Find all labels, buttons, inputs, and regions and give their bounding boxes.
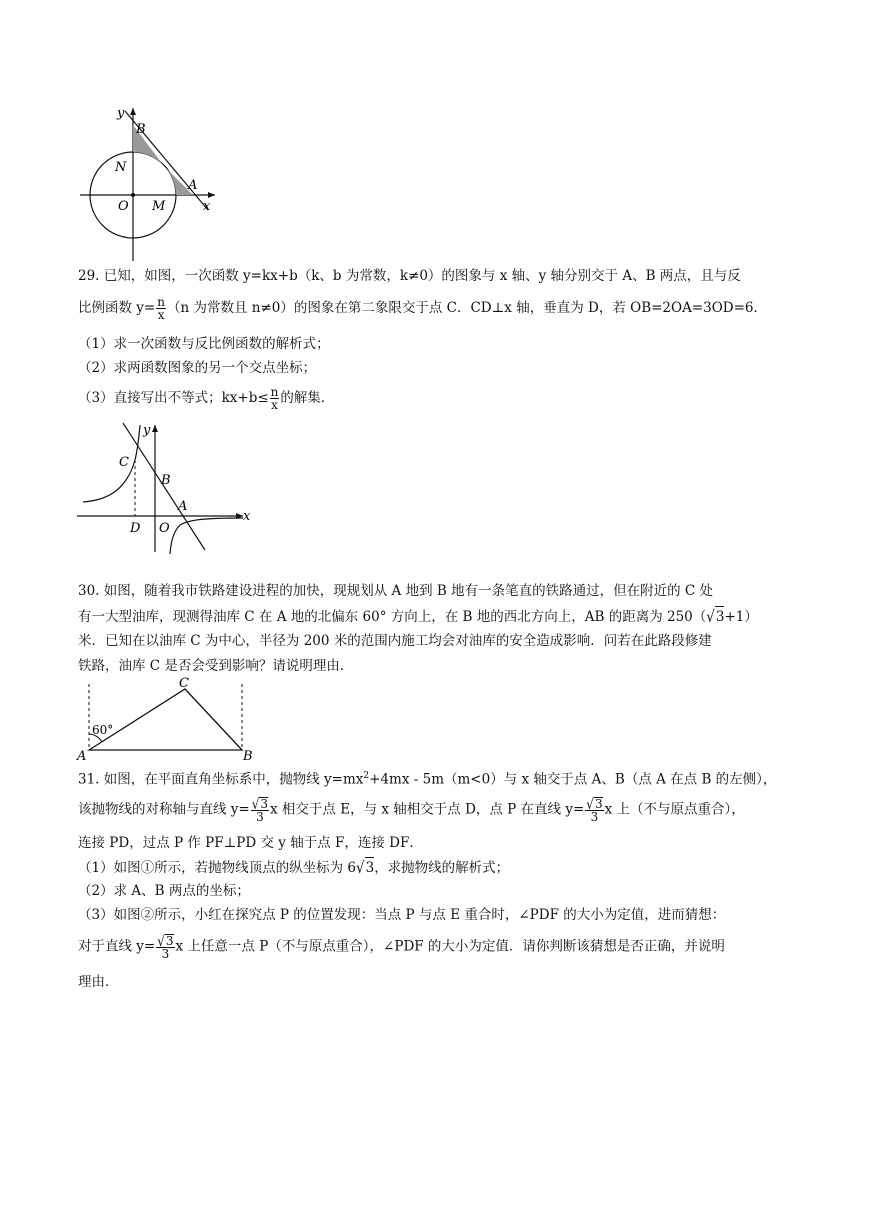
fig2-label-B: B bbox=[161, 473, 171, 488]
q31-part-3-cont bbox=[78, 934, 725, 960]
q30-line-2: 有一大型油库，现测得油库 C 在 A 地的北偏东 60° 方向上，在 B 地的西北方向上，AB 的距离为 250（√3+1） bbox=[78, 607, 758, 627]
q30-line-4: 铁路，油库 C 是否会受到影响？请说明理由． bbox=[78, 658, 354, 674]
q31-line-1a: 31. 如图，在平面直角坐标系中，抛物线 y=mx bbox=[78, 771, 364, 788]
q31-line-2a: 该抛物线的对称轴与直线 y= bbox=[78, 801, 250, 818]
q31-part-1: （1）如图①所示，若抛物线顶点的纵坐标为 6√3，求抛物线的解析式； bbox=[78, 858, 510, 878]
figure-circle-tangent bbox=[75, 103, 220, 263]
figure-triangle-abc bbox=[75, 676, 265, 760]
fig2-label-A: A bbox=[178, 499, 188, 514]
fig1-label-x: x bbox=[203, 199, 211, 214]
q31-sqrt-3: 3 bbox=[365, 857, 375, 878]
q29-part-2: （2）求两函数图象的另一个交点坐标； bbox=[78, 360, 317, 376]
q29-fraction-n-over-x: $\frac{n}{x}$ bbox=[157, 295, 165, 322]
q31-part-3-end: 理由． bbox=[78, 974, 119, 990]
q31-line-1 bbox=[78, 766, 776, 790]
fig3-label-B: B bbox=[243, 749, 253, 760]
figure-linear-hyperbola bbox=[75, 420, 255, 555]
fig1-label-y: y bbox=[117, 106, 125, 121]
q30-sqrt-3: 3 bbox=[715, 606, 725, 627]
q29-line-2a: 比例函数 y= bbox=[78, 300, 156, 316]
q30-line-3: 米．已知在以油库 C 为中心，半径为 200 米的范围内施工均会对油库的安全造成影响．问若在此路段修建 bbox=[78, 633, 712, 649]
fig3-label-C: C bbox=[179, 676, 189, 691]
q31-part-4a: 对于直线 y= bbox=[78, 938, 156, 955]
q29-line-1: 29. 已知，如图，一次函数 y=kx+b（k、b 为常数，k≠0）的图象与 x 轴、y 轴分别交于 A、B 两点，且与反 bbox=[78, 268, 741, 284]
q29-line-2b: （n 为常数且 n≠0）的图象在第二象限交于点 C．CD⊥x 轴，垂直为 D，若 OB=2OA=3OD=6． bbox=[166, 300, 768, 316]
q29-part-1: （1）求一次函数与反比例函数的解析式； bbox=[78, 336, 330, 352]
q29-part-3b: 的解集． bbox=[280, 390, 335, 406]
fig2-label-x: x bbox=[243, 509, 251, 524]
q31-fraction-sqrt3-over-3-c: $\frac{√3}{3}$ bbox=[157, 932, 174, 961]
q29-line-2 bbox=[78, 296, 767, 321]
fig2-label-D: D bbox=[130, 521, 141, 536]
fig1-label-N: N bbox=[115, 160, 127, 175]
fig2-label-C: C bbox=[119, 455, 129, 470]
fig2-label-O: O bbox=[159, 521, 170, 536]
fig3-label-A: A bbox=[77, 749, 87, 760]
fig1-label-O: O bbox=[118, 199, 129, 214]
q31-part-3: （3）如图②所示，小红在探究点 P 的位置发现：当点 P 与点 E 重合时，∠PDF 的大小为定值，进而猜想： bbox=[78, 907, 726, 923]
q31-fraction-sqrt3-over-3-b: $\frac{√3}{3}$ bbox=[586, 795, 603, 824]
q31-line-2c: x 上（不与原点重合）， bbox=[604, 801, 745, 818]
q30-line-1: 30. 如图，随着我市铁路建设进程的加快，现规划从 A 地到 B 地有一条笔直的铁路通过，但在附近的 C 处 bbox=[78, 583, 714, 599]
fig2-label-y: y bbox=[143, 423, 151, 438]
q31-line-2 bbox=[78, 797, 745, 823]
fig1-label-A: A bbox=[188, 178, 198, 193]
q31-fraction-sqrt3-over-3: $\frac{√3}{3}$ bbox=[251, 795, 269, 824]
q29-fraction-n-over-x-2: $\frac{n}{x}$ bbox=[270, 385, 279, 412]
fig1-label-M: M bbox=[152, 199, 166, 214]
q31-line-3: 连接 PD，过点 P 作 PF⊥PD 交 y 轴于点 F，连接 DF． bbox=[78, 835, 423, 851]
q31-part-1a: （1）如图①所示，若抛物线顶点的纵坐标为 6 bbox=[78, 860, 356, 876]
q29-part-3 bbox=[78, 386, 334, 411]
q31-line-2b: x 相交于点 E，与 x 轴相交于点 D，点 P 在直线 y= bbox=[270, 801, 585, 818]
fig3-angle-label: 60° bbox=[92, 723, 114, 737]
q30-line-2b: +1） bbox=[724, 609, 758, 625]
q31-part-1b: ，求抛物线的解析式； bbox=[374, 860, 510, 876]
q29-part-3a: （3）直接写出不等式；kx+b≤ bbox=[78, 390, 269, 406]
q31-line-1b: +4mx - 5m（m<0）与 x 轴交于点 A、B（点 A 在点 B 的左侧）， bbox=[369, 771, 777, 788]
q30-line-2a: 有一大型油库，现测得油库 C 在 A 地的北偏东 60° 方向上，在 B 地的西北方向上，AB 的距离为 250（ bbox=[78, 609, 707, 625]
q31-sup-2: 2 bbox=[363, 771, 370, 781]
fig1-label-B: B bbox=[136, 122, 146, 137]
q31-part-4b: x 上任意一点 P（不与原点重合），∠PDF 的大小为定值．请你判断该猜想是否正确，并说明 bbox=[175, 938, 725, 955]
q31-part-2: （2）求 A、B 两点的坐标； bbox=[78, 883, 250, 899]
